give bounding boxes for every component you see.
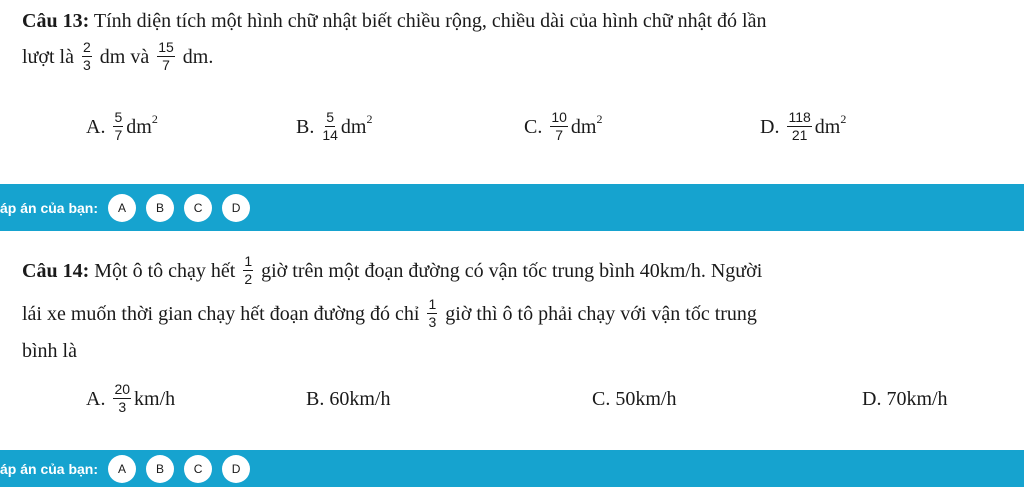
q13-text-2b: dm và [99, 45, 150, 68]
option-exponent: 2 [596, 112, 603, 127]
answer-bar-q13 [0, 184, 1024, 231]
q13-line-1 [22, 10, 767, 33]
frac-num: 1 [244, 253, 253, 269]
q14-line-1 [22, 253, 763, 288]
q13-option-a [86, 109, 158, 144]
q13-width-fraction [82, 40, 92, 72]
q14-line-3 [22, 340, 77, 363]
option-fraction [113, 382, 131, 414]
frac-den: 7 [114, 126, 123, 143]
q14-option-c: C. 50km/h [592, 388, 677, 410]
q14-option-b: B. 60km/h [306, 388, 391, 410]
q14-time1-fraction [243, 254, 253, 286]
answer-bar-label: áp án của bạn: [0, 199, 99, 216]
q14-line-2 [22, 296, 757, 331]
option-exponent: 2 [366, 112, 373, 127]
option-unit: dm [126, 115, 152, 138]
option-unit: dm [814, 115, 841, 138]
frac-den: 14 [322, 126, 338, 143]
answer-choice-b[interactable]: B [146, 455, 174, 483]
q14-text-1a: Một ô tô chạy hết [94, 259, 236, 282]
option-label: C. [524, 115, 543, 138]
frac-num: 5 [114, 109, 123, 125]
option-label: A. [86, 115, 106, 138]
q14-text-2a: lái xe muốn thời gian chạy hết đoạn đường đó chỉ [22, 302, 420, 325]
q13-option-c [524, 109, 603, 144]
frac-den: 7 [555, 126, 564, 143]
q14-text-3: bình là [22, 340, 77, 362]
answer-choice-a[interactable]: A [108, 194, 136, 222]
q14-option-d: D. 70km/h [862, 388, 948, 410]
answer-choice-d[interactable]: D [222, 455, 250, 483]
answer-bar-q14 [0, 450, 1024, 487]
q13-option-b [296, 109, 373, 144]
q14-number: Câu 14: [22, 259, 90, 282]
frac-num: 2 [82, 39, 91, 55]
q13-option-d [760, 109, 847, 144]
q13-text-2a: lượt là [22, 45, 74, 68]
answer-choice-c[interactable]: C [184, 455, 212, 483]
option-fraction [550, 110, 568, 142]
option-label: A. [86, 387, 106, 410]
option-fraction [787, 110, 811, 142]
frac-den: 3 [82, 56, 91, 73]
answer-choice-d[interactable]: D [222, 194, 250, 222]
q13-length-fraction [157, 40, 175, 72]
option-label: B. [296, 115, 315, 138]
answer-bar-label: áp án của bạn: [0, 460, 99, 477]
frac-num: 15 [158, 39, 174, 55]
q13-text-1: Tính diện tích một hình chữ nhật biết chiều rộng, chiều dài của hình chữ nhật đó lần [93, 10, 767, 32]
frac-den: 7 [162, 56, 170, 73]
q14-text-2b: giờ thì ô tô phải chạy với vận tốc trung [445, 302, 757, 325]
answer-choice-c[interactable]: C [184, 194, 212, 222]
frac-num: 118 [788, 109, 811, 125]
option-fraction [113, 110, 123, 142]
q14-text-1b: giờ trên một đoạn đường có vận tốc trung bình 40km/h. Người [261, 259, 763, 282]
option-fraction [322, 110, 338, 142]
frac-num: 10 [551, 109, 567, 125]
frac-num: 5 [326, 109, 335, 125]
q14-option-a [86, 381, 176, 416]
frac-den: 2 [244, 270, 253, 287]
frac-num: 1 [428, 296, 437, 312]
option-exponent: 2 [840, 112, 847, 127]
answer-choice-a[interactable]: A [108, 455, 136, 483]
q13-number: Câu 13: [22, 10, 90, 32]
frac-den: 21 [791, 126, 808, 143]
q13-text-2c: dm. [182, 45, 214, 68]
q14-time2-fraction [427, 297, 437, 329]
option-label: D. [760, 115, 780, 138]
frac-num: 20 [114, 381, 131, 397]
option-unit: dm [340, 115, 367, 138]
q13-line-2 [22, 39, 214, 74]
answer-choice-b[interactable]: B [146, 194, 174, 222]
frac-den: 3 [428, 313, 437, 330]
frac-den: 3 [118, 398, 127, 415]
option-exponent: 2 [151, 112, 158, 127]
option-unit: km/h [134, 387, 176, 410]
option-unit: dm [570, 115, 597, 138]
